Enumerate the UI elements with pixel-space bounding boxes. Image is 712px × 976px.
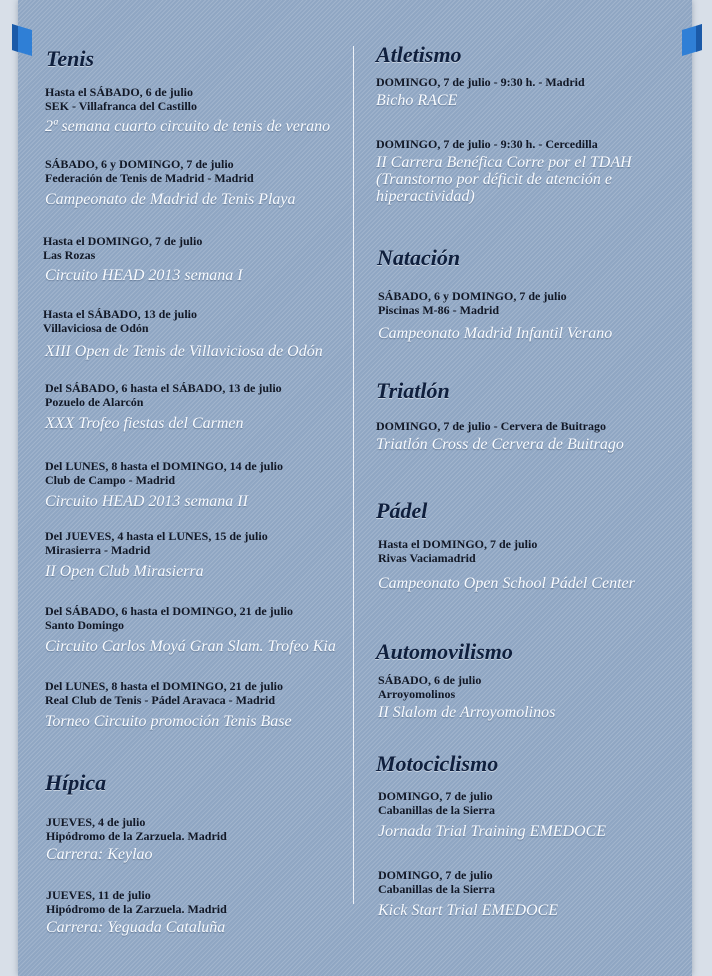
event-date: Hasta el SÁBADO, 6 de julio xyxy=(45,85,194,99)
event-date: Hasta el SÁBADO, 13 de julio xyxy=(43,307,198,321)
event-title: Circuito HEAD 2013 semana II xyxy=(45,493,248,510)
event-title: XIII Open de Tenis de Villaviciosa de Odón xyxy=(45,343,323,360)
event-location: SEK - Villafranca del Castillo xyxy=(45,99,198,113)
event-date: DOMINGO, 7 de julio xyxy=(378,868,493,882)
event-location: Rivas Vaciamadrid xyxy=(378,551,476,565)
event-date: Del SÁBADO, 6 hasta el SÁBADO, 13 de julio xyxy=(45,381,282,395)
event-date: SÁBADO, 6 de julio xyxy=(378,673,482,687)
event-date: DOMINGO, 7 de julio - 9:30 h. - Cercedilla xyxy=(376,137,598,151)
event-item xyxy=(378,789,606,841)
event-title: Campeonato Open School Pádel Center xyxy=(378,575,635,592)
event-date: SÁBADO, 6 y DOMINGO, 7 de julio xyxy=(378,289,567,303)
section-heading-tenis: Tenis xyxy=(46,46,95,71)
event-title: Campeonato Madrid Infantil Verano xyxy=(378,325,613,342)
event-date: Del JUEVES, 4 hasta el LUNES, 15 de julio xyxy=(45,529,268,543)
section-heading-atletismo: Atletismo xyxy=(376,42,462,67)
event-location: Club de Campo - Madrid xyxy=(45,473,176,487)
event-location: Villaviciosa de Odón xyxy=(43,321,149,335)
event-location: Santo Domingo xyxy=(45,618,125,632)
event-date: SÁBADO, 6 y DOMINGO, 7 de julio xyxy=(45,157,234,171)
event-item xyxy=(45,679,292,731)
event-location: Federación de Tenis de Madrid - Madrid xyxy=(45,171,254,185)
event-item xyxy=(376,419,624,454)
event-item xyxy=(376,137,666,205)
event-date: JUEVES, 4 de julio xyxy=(46,815,146,829)
event-date: DOMINGO, 7 de julio - 9:30 h. - Madrid xyxy=(376,75,585,89)
event-date: Del LUNES, 8 hasta el DOMINGO, 14 de julio xyxy=(45,459,284,473)
event-item xyxy=(45,381,282,433)
event-item xyxy=(45,157,296,209)
section-heading-triatlon: Triatlón xyxy=(376,378,450,403)
event-title: Circuito HEAD 2013 semana I xyxy=(45,267,243,284)
event-item xyxy=(43,234,243,285)
event-date: JUEVES, 11 de julio xyxy=(46,888,151,902)
event-date: DOMINGO, 7 de julio - Cervera de Buitrago xyxy=(376,419,606,433)
event-date: Hasta el DOMINGO, 7 de julio xyxy=(43,234,203,248)
event-title: II Open Club Mirasierra xyxy=(45,563,204,580)
event-title: Carrera: Keylao xyxy=(46,846,153,863)
event-title: Kick Start Trial EMEDOCE xyxy=(378,902,558,919)
event-item xyxy=(378,537,635,593)
section-heading-automovilismo: Automovilismo xyxy=(376,639,513,664)
event-date: DOMINGO, 7 de julio xyxy=(378,789,493,803)
event-location: Las Rozas xyxy=(43,248,96,262)
event-location: Piscinas M-86 - Madrid xyxy=(378,303,499,317)
event-date: Del SÁBADO, 6 hasta el DOMINGO, 21 de julio xyxy=(45,604,294,618)
event-title: II Carrera Benéfica Corre por el TDAH (Transtorno por déficit de atención e hiperactividad) xyxy=(376,154,632,205)
event-location: Arroyomolinos xyxy=(378,687,456,701)
event-location: Cabanillas de la Sierra xyxy=(378,882,496,896)
event-item xyxy=(43,307,323,361)
event-date: Hasta el DOMINGO, 7 de julio xyxy=(378,537,538,551)
event-item xyxy=(46,815,227,864)
event-location: Hipódromo de la Zarzuela. Madrid xyxy=(46,902,227,916)
event-item xyxy=(45,604,336,656)
section-heading-natacion: Natación xyxy=(377,245,461,270)
section-heading-padel: Pádel xyxy=(376,498,428,523)
event-title: Torneo Circuito promoción Tenis Base xyxy=(45,713,292,730)
event-title: Bicho RACE xyxy=(376,92,458,109)
event-item xyxy=(45,459,283,511)
event-title: Campeonato de Madrid de Tenis Playa xyxy=(45,191,296,208)
event-location: Hipódromo de la Zarzuela. Madrid xyxy=(46,829,227,843)
event-item xyxy=(376,75,585,110)
event-location: Pozuelo de Alarcón xyxy=(45,395,144,409)
event-title: XXX Trofeo fiestas del Carmen xyxy=(45,415,244,432)
event-item xyxy=(46,888,227,937)
event-location: Mirasierra - Madrid xyxy=(45,543,151,557)
event-title: Circuito Carlos Moyá Gran Slam. Trofeo Kia xyxy=(45,638,336,655)
event-location: Cabanillas de la Sierra xyxy=(378,803,496,817)
event-title: 2ª semana cuarto circuito de tenis de verano xyxy=(45,118,331,135)
event-title: Triatlón Cross de Cervera de Buitrago xyxy=(376,436,624,453)
section-heading-hipica: Hípica xyxy=(45,770,107,795)
event-item xyxy=(378,289,612,343)
ribbon-left-icon xyxy=(12,24,32,56)
column-divider xyxy=(353,46,354,904)
event-title: Carrera: Yeguada Cataluña xyxy=(46,919,226,936)
event-date: Del LUNES, 8 hasta el DOMINGO, 21 de julio xyxy=(45,679,284,693)
section-heading-motociclismo: Motociclismo xyxy=(376,751,499,776)
event-title: Jornada Trial Training EMEDOCE xyxy=(378,823,607,840)
ribbon-right-icon xyxy=(682,24,702,56)
event-item xyxy=(378,868,558,920)
event-item xyxy=(45,85,330,136)
event-location: Real Club de Tenis - Pádel Aravaca - Madrid xyxy=(45,693,276,707)
event-item xyxy=(378,673,555,722)
event-item xyxy=(45,529,268,581)
event-title: II Slalom de Arroyomolinos xyxy=(378,704,556,721)
